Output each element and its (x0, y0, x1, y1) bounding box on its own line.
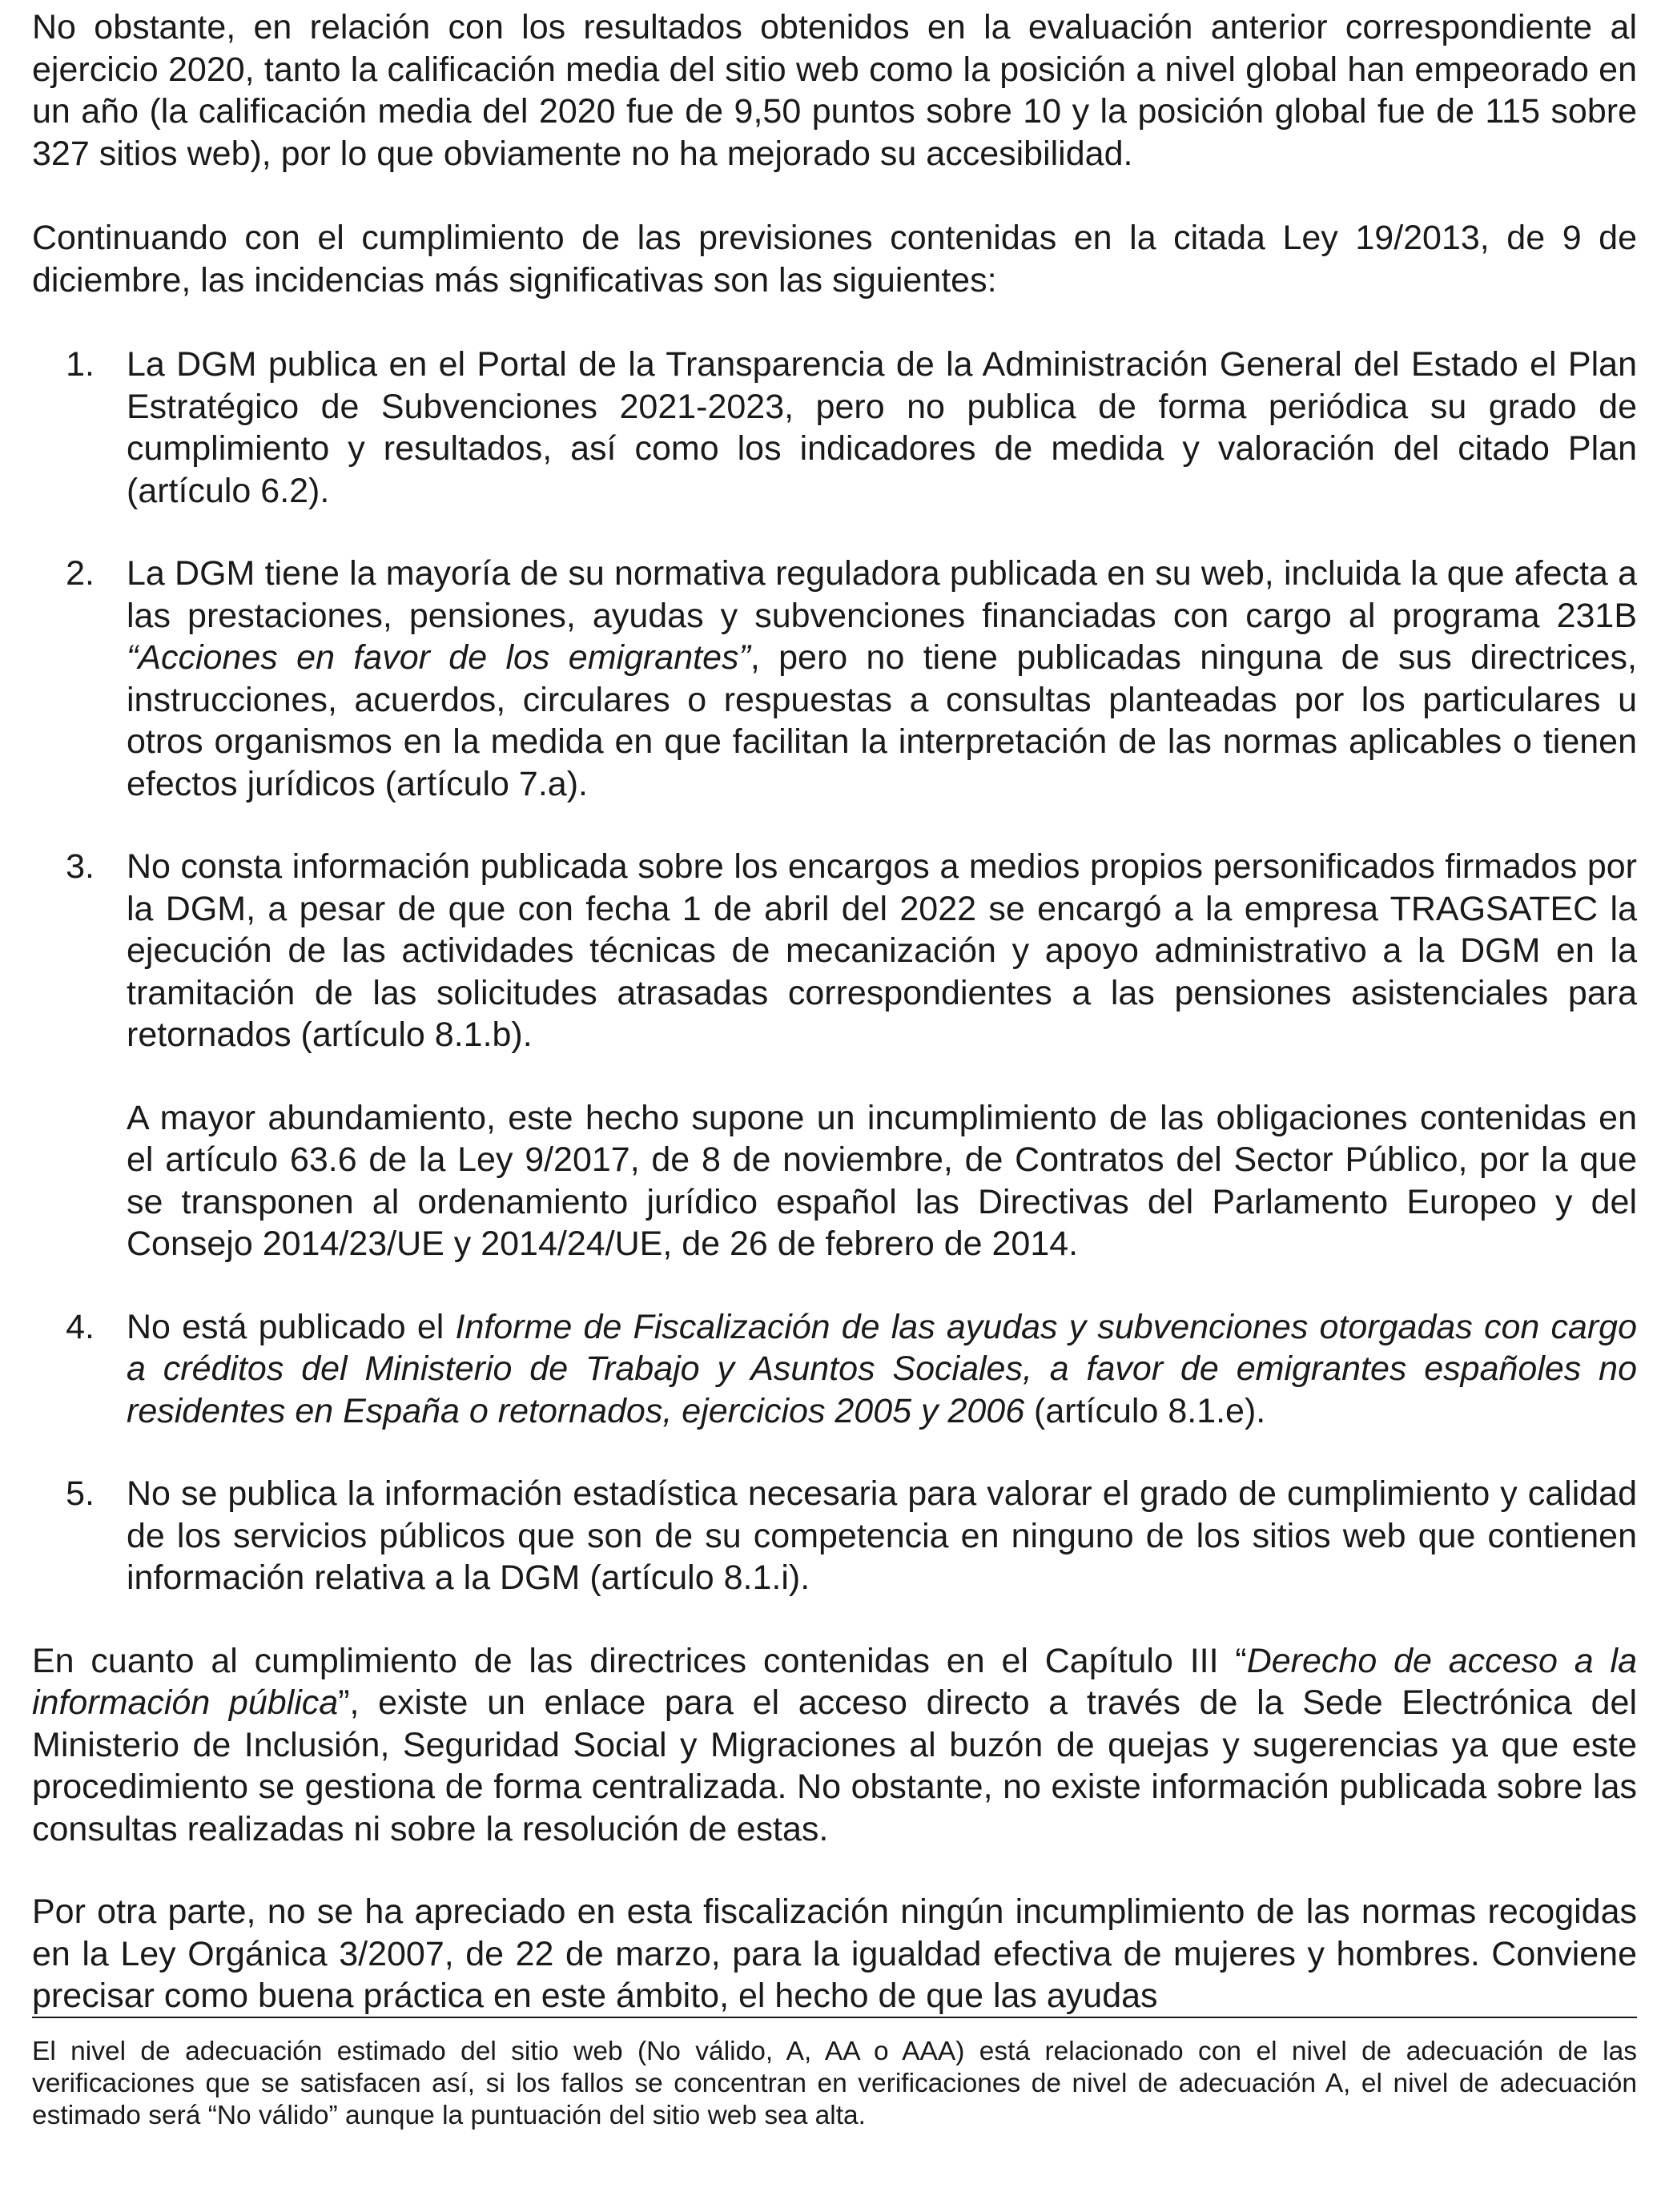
closing-paragraph: Por otra parte, no se ha apreciado en esta fiscalización ningún incumplimiento de las normas recogidas en la Ley Orgánica 3/2007, de 22 de marzo, para la igualdad efectiva de mujeres y hombres. Conviene precisar como buena práctica en este ámbito, el hecho de que las ayudas (32, 1892, 1637, 2015)
chapter-text-part: En cuanto al cumplimiento de las directrices contenidas en el Capítulo III “ (32, 1641, 1247, 1680)
paragraph-spacer (32, 1850, 1637, 1891)
chapter-title: Derecho de acceso a la información pública (32, 1641, 1637, 1722)
finding-number: 2. (66, 554, 95, 593)
paragraph-spacer (32, 175, 1637, 217)
finding-number: 3. (66, 847, 95, 886)
intro-paragraph: No obstante, en relación con los resultados obtenidos en la evaluación anterior correspondiente al ejercicio 2020, tanto la calificación media del sitio web como la posición a nivel global han empeorado en un año (la calificación media del 2020 fue de 9,50 puntos sobre 10 y la posición global fue de 115 sobre 327 sitios web), por lo que obviamente no ha mejorado su accesibilidad. (32, 8, 1637, 173)
continuation-paragraph: Continuando con el cumplimiento de las previsiones contenidas en la citada Ley 19/2013, de 9 de diciembre, las incidencias más significativas son las siguientes: (32, 219, 1637, 300)
report-title: Informe de Fiscalización de las ayudas y subvenciones otorgadas con cargo a créditos del Ministerio de Trabajo y Asuntos Sociales, a favor de emigrantes españoles no residentes en España o retornados, ejercicios 2005 y 2006 (127, 1307, 1638, 1430)
finding-item-1 (32, 344, 1637, 512)
finding-text-part: No está publicado el (127, 1307, 456, 1346)
subparagraph-text: A mayor abundamiento, este hecho supone un incumplimiento de las obligaciones contenidas en el artículo 63.6 de la Ley 9/2017, de 8 de noviembre, de Contratos del Sector Público, por la que se transponen al ordenamiento jurídico español las Directivas del Parlamento Europeo y del Consejo 2014/23/UE y 2014/24/UE, de 26 de febrero de 2014. (127, 1098, 1637, 1263)
finding-item-5 (32, 1473, 1637, 1599)
finding-item-2 (32, 553, 1637, 805)
finding-item-3 (32, 846, 1637, 1056)
paragraph-spacer (32, 301, 1637, 344)
finding-subparagraph (32, 1097, 1637, 1265)
paragraph-spacer (32, 1599, 1637, 1640)
finding-text (127, 553, 1637, 805)
footnote-text: El nivel de adecuación estimado del sitio web (No válido, A, AA o AAA) está relacionado con el nivel de adecuación de las verificaciones que se satisfacen así, si los fallos se concentran en verificaciones de nivel de adecuación A, el nivel de adecuación estimado será “No válido” aunque la puntuación del sitio web sea alta. (32, 2037, 1637, 2130)
list-spacer (32, 1432, 1637, 1473)
finding-text: No consta información publicada sobre los encargos a medios propios personificados firmados por la DGM, a pesar de que con fecha 1 de abril del 2022 se encargó a la empresa TRAGSATEC la ejecución de las actividades técnicas de mecanización y apoyo administrativo a la DGM en la tramitación de las solicitudes atrasadas correspondientes a las pensiones asistenciales para retornados (artículo 8.1.b). (127, 847, 1637, 1054)
list-spacer (32, 805, 1637, 846)
list-spacer (32, 1056, 1637, 1097)
chapter-text-part: ”, existe un enlace para el acceso directo a través de la Sede Electrónica del Ministerio de Inclusión, Seguridad Social y Migraciones al buzón de quejas y sugerencias ya que este procedimiento se gestiona de forma centralizada. No obstante, no existe información publicada sobre las consultas realizadas ni sobre la resolución de estas. (32, 1683, 1637, 1848)
footnote (32, 2017, 1637, 2132)
finding-text-part: La DGM tiene la mayoría de su normativa reguladora publicada en su web, incluida la que afecta a las prestaciones, pensiones, ayudas y subvenciones financiadas con cargo al programa 231B (127, 554, 1637, 635)
finding-item-4 (32, 1306, 1637, 1433)
finding-text-part: (artículo 8.1.e). (1024, 1391, 1266, 1430)
chapter-paragraph (32, 1640, 1637, 1851)
finding-text: La DGM publica en el Portal de la Transparencia de la Administración General del Estado el Plan Estratégico de Subvenciones 2021-2023, pero no publica de forma periódica su grado de cumplimiento y resultados, así como los indicadores de medida y valoración del citado Plan (artículo 6.2). (127, 345, 1637, 510)
finding-text-part: , pero no tiene publicadas ninguna de sus directrices, instrucciones, acuerdos, circulares o respuestas a consultas planteadas por los particulares u otros organismos en la medida en que facilitan la interpretación de las normas aplicables o tienen efectos jurídicos (artículo 7.a). (127, 638, 1637, 803)
footnote-divider (32, 2017, 1637, 2018)
finding-number: 4. (66, 1307, 95, 1346)
finding-number: 5. (66, 1474, 95, 1513)
list-spacer (32, 1265, 1637, 1306)
list-spacer (32, 512, 1637, 553)
body-text (32, 6, 1637, 2017)
finding-number: 1. (66, 345, 95, 384)
findings-list (32, 344, 1637, 1599)
finding-text: No se publica la información estadística necesaria para valorar el grado de cumplimiento y calidad de los servicios públicos que son de su competencia en ninguno de los sitios web que contienen información relativa a la DGM (artículo 8.1.i). (127, 1474, 1637, 1597)
finding-text (127, 1306, 1637, 1433)
program-title: “Acciones en favor de los emigrantes” (127, 638, 750, 677)
